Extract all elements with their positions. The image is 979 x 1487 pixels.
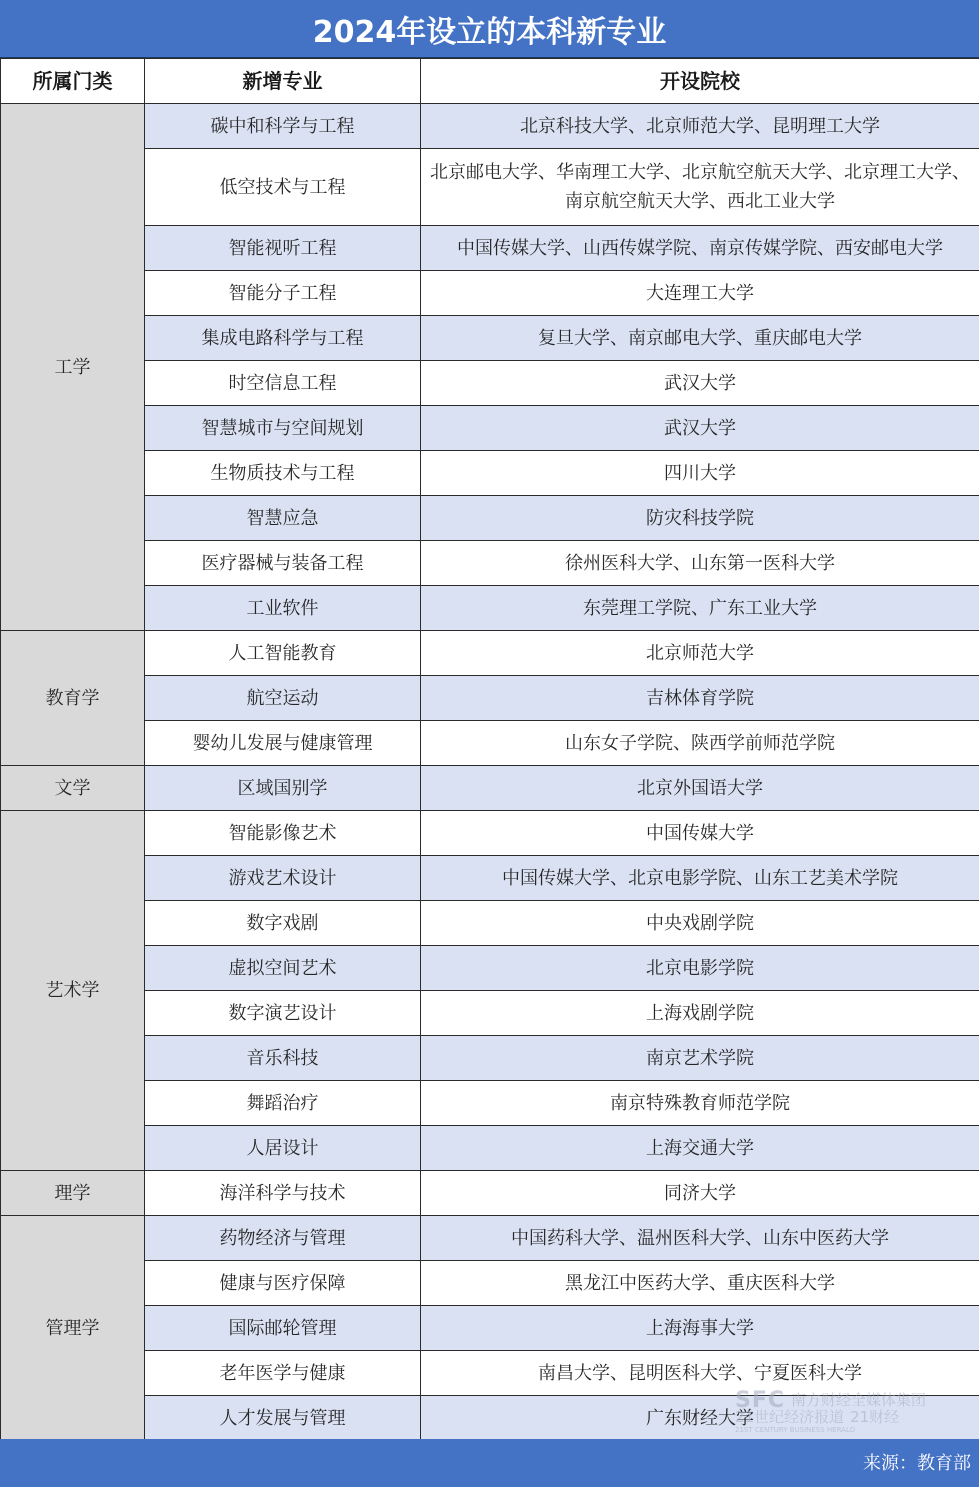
table-row [1, 149, 979, 226]
table-row [1, 316, 979, 361]
schools-cell: 徐州医科大学、山东第一医科大学 [421, 541, 979, 586]
table-row [1, 406, 979, 451]
table-title: 2024年设立的本科新专业 [0, 0, 979, 58]
major-cell: 智能影像艺术 [145, 811, 421, 856]
table-row [1, 1171, 979, 1216]
table-row [1, 811, 979, 856]
table-row [1, 1261, 979, 1306]
major-cell: 音乐科技 [145, 1036, 421, 1081]
table-row [1, 104, 979, 149]
major-cell: 生物质技术与工程 [145, 451, 421, 496]
major-cell: 智慧应急 [145, 496, 421, 541]
table-row [1, 1126, 979, 1171]
table-row [1, 721, 979, 766]
major-cell: 药物经济与管理 [145, 1216, 421, 1261]
major-cell: 碳中和科学与工程 [145, 104, 421, 149]
watermark-paper-en: 21ST CENTURY BUSINESS HERALD [735, 1426, 856, 1434]
column-header-schools: 开设院校 [421, 59, 979, 104]
schools-cell: 黑龙江中医药大学、重庆医科大学 [421, 1261, 979, 1306]
major-cell: 婴幼儿发展与健康管理 [145, 721, 421, 766]
schools-cell: 中国传媒大学、北京电影学院、山东工艺美术学院 [421, 856, 979, 901]
footer-bar [0, 1439, 979, 1487]
major-cell: 健康与医疗保障 [145, 1261, 421, 1306]
table-row [1, 631, 979, 676]
major-cell: 国际邮轮管理 [145, 1306, 421, 1351]
table-row [1, 451, 979, 496]
schools-cell: 上海海事大学 [421, 1306, 979, 1351]
schools-cell: 北京电影学院 [421, 946, 979, 991]
schools-cell: 武汉大学 [421, 406, 979, 451]
schools-cell: 上海交通大学 [421, 1126, 979, 1171]
category-cell: 理学 [1, 1171, 145, 1216]
major-cell: 智慧城市与空间规划 [145, 406, 421, 451]
schools-cell: 南昌大学、昆明医科大学、宁夏医科大学 [421, 1351, 979, 1396]
schools-cell: 北京邮电大学、华南理工大学、北京航空航天大学、北京理工大学、南京航空航天大学、西北工业大学 [421, 149, 979, 226]
major-cell: 人工智能教育 [145, 631, 421, 676]
table-row [1, 901, 979, 946]
major-cell: 老年医学与健康 [145, 1351, 421, 1396]
schools-cell: 复旦大学、南京邮电大学、重庆邮电大学 [421, 316, 979, 361]
column-header-category: 所属门类 [1, 59, 145, 104]
table-row [1, 226, 979, 271]
watermark-paper: 21世纪经济报道 [735, 1408, 845, 1426]
major-cell: 数字戏剧 [145, 901, 421, 946]
major-cell: 医疗器械与装备工程 [145, 541, 421, 586]
major-cell: 游戏艺术设计 [145, 856, 421, 901]
major-cell: 舞蹈治疗 [145, 1081, 421, 1126]
major-cell: 区域国别学 [145, 766, 421, 811]
table-row [1, 676, 979, 721]
table-row [1, 1351, 979, 1396]
table-row [1, 496, 979, 541]
table-row [1, 856, 979, 901]
category-cell: 教育学 [1, 631, 145, 766]
schools-cell: 中国药科大学、温州医科大学、山东中医药大学 [421, 1216, 979, 1261]
major-cell: 海洋科学与技术 [145, 1171, 421, 1216]
schools-cell: 吉林体育学院 [421, 676, 979, 721]
major-cell: 智能分子工程 [145, 271, 421, 316]
schools-cell: 中国传媒大学 [421, 811, 979, 856]
schools-cell: 东莞理工学院、广东工业大学 [421, 586, 979, 631]
category-cell: 工学 [1, 104, 145, 631]
major-cell: 人才发展与管理 [145, 1396, 421, 1441]
table-row [1, 1306, 979, 1351]
major-cell: 低空技术与工程 [145, 149, 421, 226]
category-cell: 管理学 [1, 1216, 145, 1441]
schools-cell: 山东女子学院、陕西学前师范学院 [421, 721, 979, 766]
table-row [1, 766, 979, 811]
major-cell: 智能视听工程 [145, 226, 421, 271]
table-row [1, 1216, 979, 1261]
major-cell: 时空信息工程 [145, 361, 421, 406]
category-cell: 文学 [1, 766, 145, 811]
schools-cell: 中央戏剧学院 [421, 901, 979, 946]
table-row [1, 991, 979, 1036]
table-row [1, 946, 979, 991]
major-cell: 航空运动 [145, 676, 421, 721]
schools-cell: 北京外国语大学 [421, 766, 979, 811]
major-cell: 数字演艺设计 [145, 991, 421, 1036]
major-cell: 人居设计 [145, 1126, 421, 1171]
column-header-major: 新增专业 [145, 59, 421, 104]
major-cell: 工业软件 [145, 586, 421, 631]
schools-cell: 四川大学 [421, 451, 979, 496]
schools-cell: 上海戏剧学院 [421, 991, 979, 1036]
table-row [1, 1396, 979, 1441]
majors-table [0, 58, 979, 1441]
schools-cell: 中国传媒大学、山西传媒学院、南京传媒学院、西安邮电大学 [421, 226, 979, 271]
table-row [1, 586, 979, 631]
schools-cell: 防灾科技学院 [421, 496, 979, 541]
schools-cell: 武汉大学 [421, 361, 979, 406]
major-cell: 虚拟空间艺术 [145, 946, 421, 991]
schools-cell: 南京特殊教育师范学院 [421, 1081, 979, 1126]
table-row [1, 1081, 979, 1126]
table-body [1, 104, 979, 1441]
schools-cell: 大连理工大学 [421, 271, 979, 316]
category-cell: 艺术学 [1, 811, 145, 1171]
header-row [1, 59, 979, 104]
table-row [1, 541, 979, 586]
table-row [1, 361, 979, 406]
watermark-sfc: SFC [735, 1388, 786, 1413]
source-note: 来源：教育部 [863, 1453, 971, 1474]
schools-cell: 同济大学 [421, 1171, 979, 1216]
table-row [1, 271, 979, 316]
watermark-group: 南方财经全媒体集团 [791, 1391, 927, 1409]
schools-cell: 北京师范大学 [421, 631, 979, 676]
schools-cell: 南京艺术学院 [421, 1036, 979, 1081]
table-row [1, 1036, 979, 1081]
major-cell: 集成电路科学与工程 [145, 316, 421, 361]
schools-cell: 广东财经大学 [421, 1396, 979, 1441]
watermark-brand: 21财经 [850, 1408, 900, 1426]
schools-cell: 北京科技大学、北京师范大学、昆明理工大学 [421, 104, 979, 149]
